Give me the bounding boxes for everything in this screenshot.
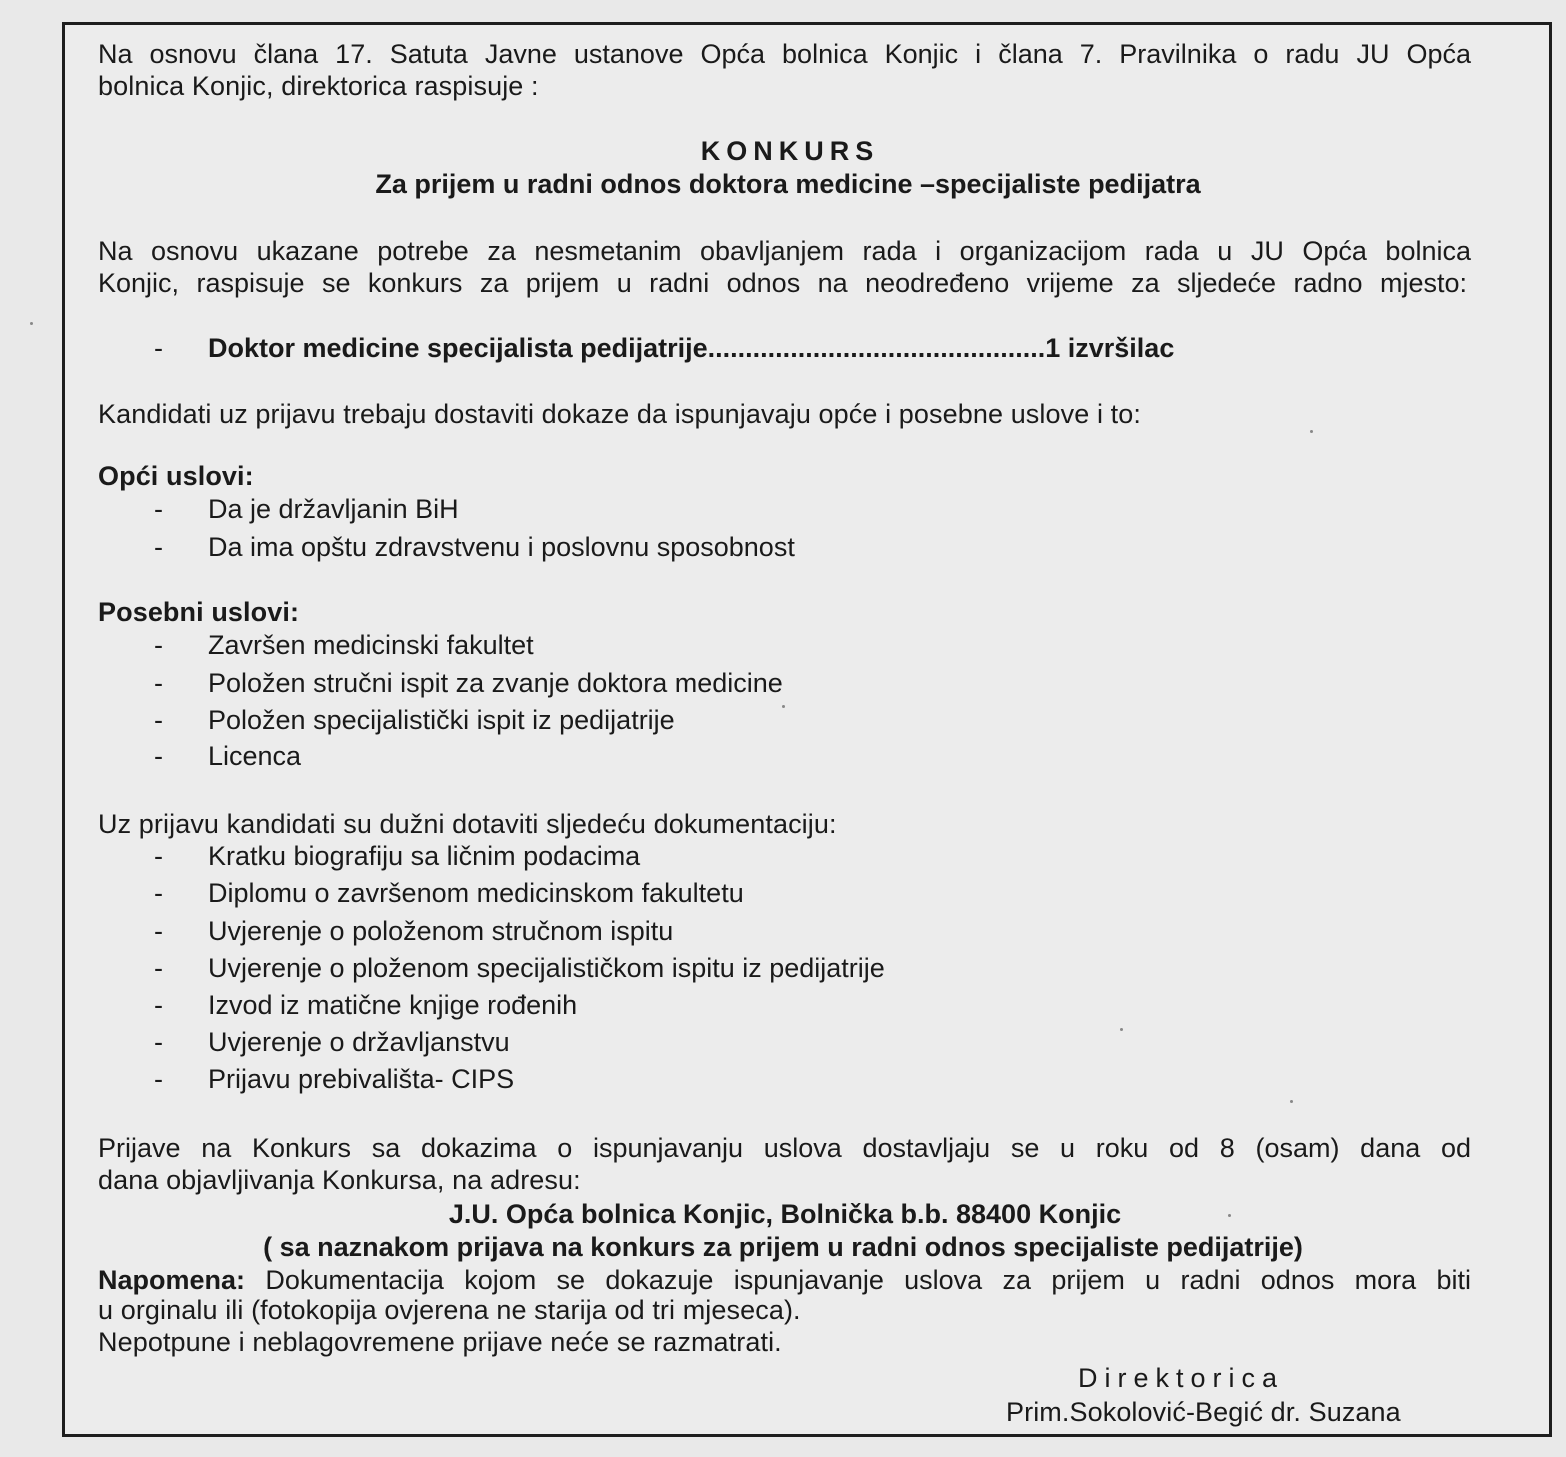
list-item: Licenca — [208, 741, 302, 771]
scan-speck — [1310, 430, 1313, 433]
list-dash: - — [154, 1064, 163, 1094]
note-line-1 — [98, 1264, 1471, 1296]
list-item: Kratku biografiju sa ličnim podacima — [208, 841, 641, 871]
address-note: ( sa naznakom prijava na konkurs za prijem u radni odnos specijaliste pedijatrije) — [263, 1232, 1303, 1262]
page-title: KONKURS — [700, 136, 880, 166]
list-dash: - — [154, 1027, 163, 1057]
candidates-text: Kandidati uz prijavu trebaju dostaviti dokaze da ispunjavaju opće i posebne uslove i to: — [98, 399, 1141, 429]
submission-line-1: Prijave na Konkurs sa dokazima o ispunjavanju uslova dostavljaju se u roku od 8 (osam) dana od — [98, 1133, 1471, 1163]
scan-speck — [30, 322, 33, 325]
list-dash: - — [154, 953, 163, 983]
list-item: Prijavu prebivališta- CIPS — [208, 1064, 515, 1094]
need-line-2: Konjic, raspisuje se konkurs za prijem u radni odnos na neodređeno vrijeme za sljedeće radno mjesto: — [98, 268, 1467, 298]
list-dash: - — [154, 990, 163, 1020]
list-dash: - — [154, 705, 163, 735]
list-dash: - — [154, 878, 163, 908]
scan-speck — [1290, 1100, 1293, 1103]
list-dash: - — [154, 630, 163, 660]
note-label: Napomena: — [98, 1265, 246, 1295]
address: J.U. Opća bolnica Konjic, Bolnička b.b. 88400 Konjic — [448, 1199, 1122, 1229]
need-line-1: Na osnovu ukazane potrebe za nesmetanim obavljanjem rada i organizacijom rada u JU Opća bolnica — [98, 236, 1471, 266]
list-item: Uvjerenje o državljanstvu — [208, 1027, 510, 1057]
list-dash: - — [154, 741, 163, 771]
list-item: Diplomu o završenom medicinskom fakultetu — [208, 878, 744, 908]
list-dash: - — [154, 532, 163, 562]
scan-speck — [1228, 1214, 1231, 1217]
documents-heading: Uz prijavu kandidati su dužni dotaviti sljedeću dokumentaciju: — [98, 809, 837, 839]
page-subtitle: Za prijem u radni odnos doktora medicine –specijaliste pedijatra — [375, 169, 1201, 199]
list-dash: - — [154, 841, 163, 871]
note-text: Dokumentacija kojom se dokazuje ispunjavanje uslova za prijem u radni odnos mora biti — [245, 1265, 1471, 1295]
submission-line-2: dana objavljivanja Konkursa, na adresu: — [98, 1165, 581, 1195]
general-conditions-heading: Opći uslovi: — [98, 461, 254, 491]
list-item: Uvjerenje o ploženom specijalističkom ispitu iz pedijatrije — [208, 953, 885, 983]
position-text: Doktor medicine specijalista pedijatrije.............................................1 izvršilac — [208, 333, 1175, 363]
scan-speck — [782, 705, 785, 708]
note-line-2: u orginalu ili (fotokopija ovjerena ne starija od tri mjeseca). — [98, 1295, 801, 1325]
special-conditions-heading: Posebni uslovi: — [98, 597, 300, 627]
list-dash: - — [154, 668, 163, 698]
list-item: Položen stručni ispit za zvanje doktora medicine — [208, 668, 783, 698]
list-item: Završen medicinski fakultet — [208, 630, 534, 660]
list-item: Uvjerenje o položenom stručnom ispitu — [208, 916, 674, 946]
list-item: Položen specijalistički ispit iz pedijatrije — [208, 705, 675, 735]
list-dash: - — [154, 916, 163, 946]
scan-speck — [1120, 1028, 1123, 1031]
intro-line-1: Na osnovu člana 17. Satuta Javne ustanove Opća bolnica Konjic i člana 7. Pravilnika o radu JU Opća — [98, 39, 1471, 69]
incomplete-text: Nepotpune i neblagovremene prijave neće se razmatrati. — [98, 1327, 782, 1357]
signature-role: Direktorica — [1078, 1363, 1285, 1393]
list-item: Da ima opštu zdravstvenu i poslovnu sposobnost — [208, 532, 795, 562]
position-dash: - — [154, 333, 163, 363]
list-dash: - — [154, 494, 163, 524]
list-item: Da je državljanin BiH — [208, 494, 459, 524]
list-item: Izvod iz matične knjige rođenih — [208, 990, 578, 1020]
signature-name: Prim.Sokolović-Begić dr. Suzana — [1006, 1397, 1401, 1427]
intro-line-2: bolnica Konjic, direktorica raspisuje : — [98, 71, 539, 101]
